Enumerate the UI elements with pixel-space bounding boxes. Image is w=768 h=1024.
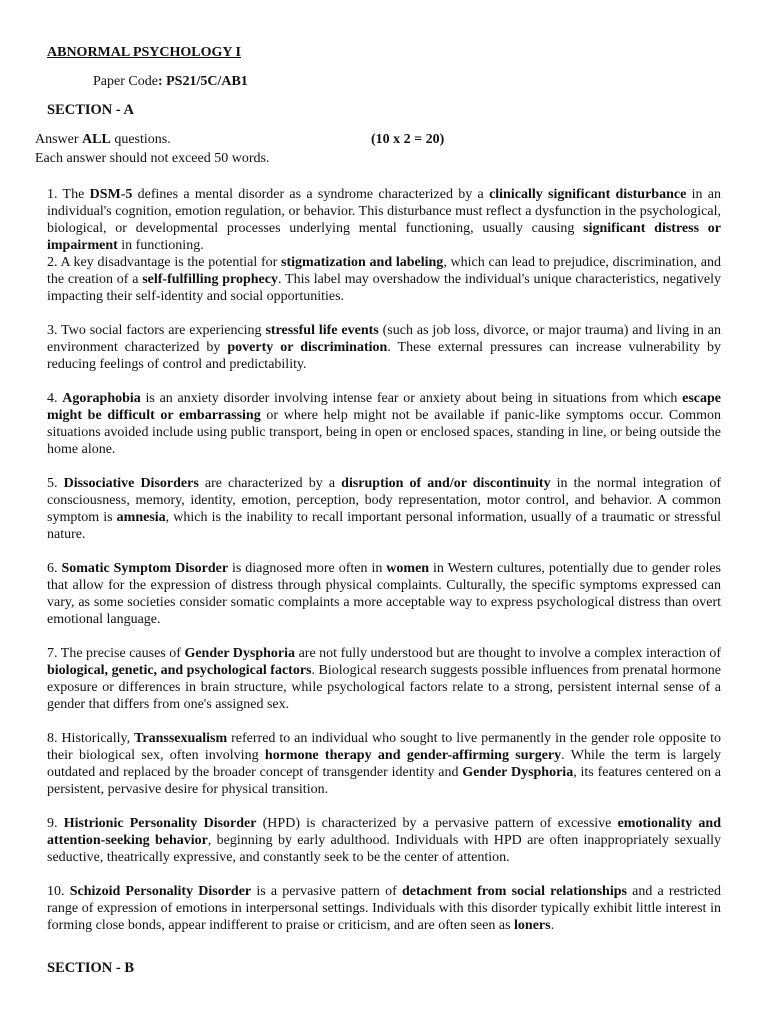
answer-number: 9.: [47, 816, 58, 831]
answer-key-term: disruption of and/or discontinuity: [341, 476, 551, 491]
answer-text: , beginning by early adulthood. Individuals with HPD are often inappropriately sexually seductive, theatrically expressive, and constantly seek to be the center of attention.: [47, 833, 722, 865]
answer-text: . These external pressures can increase vulnerability by reducing feelings of control and predictability.: [47, 340, 721, 372]
answer-number: 7.: [47, 646, 58, 661]
answer-key-term: poverty or discrimination: [227, 340, 388, 355]
answer-text: The precise causes of: [57, 646, 185, 661]
answer-text: defines a mental disorder as a syndrome characterized by a: [132, 187, 490, 202]
document-title: ABNORMAL PSYCHOLOGY I: [47, 45, 241, 60]
answer-key-term: emotionality and attention-seeking behavior: [47, 816, 721, 848]
answer-item: [47, 645, 721, 713]
answer-key-term: Gender Dysphoria: [462, 765, 574, 780]
answer-item: [47, 883, 721, 934]
answer-text: in an individual's cognition, emotion regulation, or behavior. This disturbance must reflect a dysfunction in the psychological, biological, or developmental processes underlying mental functioning, usually causing: [47, 187, 721, 236]
marks-allocation: (10 x 2 = 20): [371, 132, 445, 147]
answer-key-term: Histrionic Personality Disorder: [63, 816, 257, 831]
answer-text: , which is the inability to recall important personal information, usually of a traumatic or stressful nature.: [47, 510, 721, 542]
answer-item: [47, 186, 721, 254]
answer-key-term: Dissociative Disorders: [63, 476, 199, 491]
answer-key-term: self-fulfilling prophecy: [142, 272, 278, 287]
section-b-heading: SECTION - B: [47, 960, 135, 976]
answer-text: in functioning.: [117, 238, 204, 253]
answer-number: 2.: [47, 255, 58, 270]
paper-code-label: Paper Code: [93, 74, 158, 89]
answer-key-term: escape might be difficult or embarrassing: [47, 391, 722, 423]
answer-number: 6.: [47, 561, 58, 576]
answer-key-term: DSM-5: [89, 187, 133, 202]
answer-text: A key disadvantage is the potential for: [57, 255, 282, 270]
answer-text: , its features centered on a persistent, pervasive desire for physical transition.: [47, 765, 721, 797]
answer-text: (such as job loss, divorce, or major trauma) and living in an environment characterized by: [47, 323, 721, 355]
instruction-bold: ALL: [82, 132, 111, 147]
answer-key-term: stressful life events: [265, 323, 379, 338]
instruction-prefix: Answer: [35, 132, 83, 147]
answer-text: . This label may overshadow the individual's unique characteristics, negatively impacting their self-identity and social opportunities.: [47, 272, 722, 304]
paper-code-line: [93, 73, 248, 90]
answer-item: [47, 322, 721, 373]
answer-key-term: hormone therapy and gender-affirming surgery: [264, 748, 562, 763]
answer-key-term: Gender Dysphoria: [184, 646, 296, 661]
answer-text: or where help might not be available if panic-like symptoms occur. Common situations avoided include using public transport, being in open or enclosed spaces, standing in line, or being outside the home alone.: [47, 408, 721, 457]
answer-text: Historically,: [57, 731, 135, 746]
answer-text: in Western cultures, potentially due to gender roles that allow for the expression of distress through physical complaints. Culturally, the specific symptoms expressed can vary, as some societies consider somatic complaints a more acceptable way to express psychological distress than overt emotional language.: [47, 561, 721, 627]
answer-key-term: Transsexualism: [134, 731, 228, 746]
answer-item: [47, 560, 721, 628]
instruction-suffix: questions.: [110, 132, 171, 147]
answer-number: 5.: [47, 476, 58, 491]
word-limit-note: Each answer should not exceed 50 words.: [35, 151, 270, 166]
answer-text: . While the term is largely outdated and replaced by the broader concept of transgender identity and: [47, 748, 721, 780]
answer-key-term: loners: [514, 918, 551, 933]
answer-text: Two social factors are experiencing: [57, 323, 266, 338]
answer-text: and a restricted range of expression of emotions in interpersonal settings. Individuals with this disorder typically exhibit little interest in forming close bonds, appear indifferent to praise or criticism, and are often seen as: [47, 884, 721, 933]
answer-number: 4.: [47, 391, 58, 406]
answer-text: are not fully understood but are thought to involve a complex interaction of: [295, 646, 721, 661]
answer-key-term: clinically significant disturbance: [489, 187, 687, 202]
answer-item: [47, 475, 721, 543]
answer-item: [47, 815, 721, 866]
paper-code-value: : PS21/5C/AB1: [157, 74, 248, 89]
answer-item: [47, 254, 721, 305]
answer-text: The: [57, 187, 90, 202]
answer-key-term: women: [386, 561, 430, 576]
answer-text: is diagnosed more often in: [228, 561, 387, 576]
answer-key-term: detachment from social relationships: [401, 884, 627, 899]
answer-key-term: amnesia: [116, 510, 166, 525]
answer-text: , which can lead to prejudice, discrimination, and the creation of a: [47, 255, 722, 287]
answer-instruction: [35, 131, 171, 148]
answer-text: in the normal integration of consciousness, memory, identity, emotion, perception, body representation, motor control, and behavior. A common symptom is: [47, 476, 722, 525]
answer-number: 10.: [47, 884, 65, 899]
answer-number: 8.: [47, 731, 58, 746]
answer-text: referred to an individual who sought to live permanently in the gender role opposite to their biological sex, often involving: [47, 731, 721, 763]
answer-key-term: biological, genetic, and psychological factors: [47, 663, 312, 678]
answer-text: is an anxiety disorder involving intense fear or anxiety about being in situations from which: [140, 391, 683, 406]
answer-text: is a pervasive pattern of: [251, 884, 402, 899]
answer-number: 1.: [47, 187, 58, 202]
answer-number: 3.: [47, 323, 58, 338]
section-a-heading: SECTION - A: [47, 102, 135, 118]
answer-key-term: significant distress or impairment: [47, 221, 721, 253]
answer-key-term: stigmatization and labeling: [281, 255, 444, 270]
answer-text: (HPD) is characterized by a pervasive pattern of excessive: [256, 816, 618, 831]
answer-text: . Biological research suggests possible influences from prenatal hormone exposure or differences in brain structure, while psychological factors relate to a strong, persistent internal sense of a gender that differs from one's assigned sex.: [47, 663, 721, 712]
answer-text: .: [550, 918, 555, 933]
answer-key-term: Schizoid Personality Disorder: [69, 884, 252, 899]
answer-text: are characterized by a: [198, 476, 342, 491]
answer-item: [47, 390, 721, 458]
answer-key-term: Agoraphobia: [62, 391, 141, 406]
answer-item: [47, 730, 721, 798]
answers-list: [47, 186, 721, 951]
answer-key-term: Somatic Symptom Disorder: [61, 561, 229, 576]
